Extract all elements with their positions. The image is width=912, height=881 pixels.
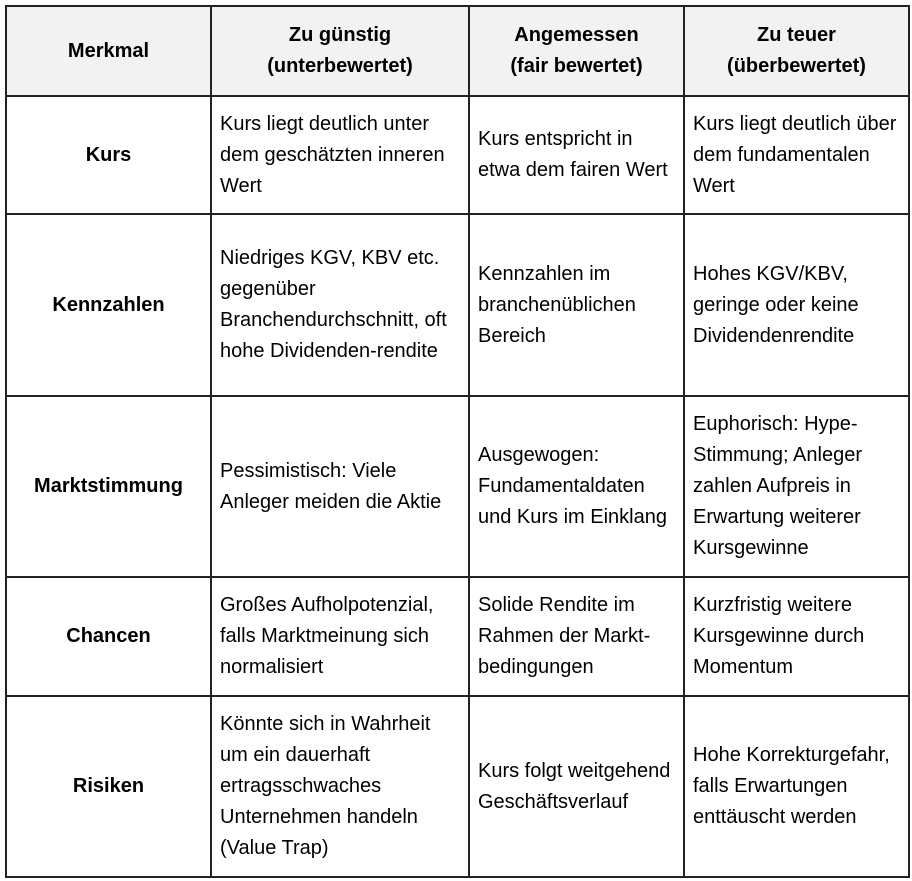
header-overvalued: Zu teuer (überbewertet) (684, 6, 909, 96)
row-label: Marktstimmung (6, 396, 211, 577)
cell-undervalued: Großes Aufholpotenzial, falls Marktmeinung sich normalisiert (211, 577, 469, 696)
row-label: Chancen (6, 577, 211, 696)
table-row-chancen (6, 577, 909, 696)
row-label: Kurs (6, 96, 211, 214)
header-fair: Angemessen (fair bewertet) (469, 6, 684, 96)
header-row (6, 6, 909, 96)
row-label: Risiken (6, 696, 211, 877)
cell-overvalued: Hohe Korrekturgefahr, falls Erwartungen enttäuscht werden (684, 696, 909, 877)
cell-undervalued: Niedriges KGV, KBV etc. gegenüber Branchendurchschnitt, oft hohe Dividenden-rendite (211, 214, 469, 396)
cell-fair: Solide Rendite im Rahmen der Markt-bedingungen (469, 577, 684, 696)
cell-fair: Kurs folgt weitgehend Geschäftsverlauf (469, 696, 684, 877)
cell-overvalued: Kurzfristig weitere Kursgewinne durch Momentum (684, 577, 909, 696)
cell-undervalued: Könnte sich in Wahrheit um ein dauerhaft ertragsschwaches Unternehmen handeln (Value Trap) (211, 696, 469, 877)
cell-fair: Kennzahlen im branchenüblichen Bereich (469, 214, 684, 396)
cell-overvalued: Hohes KGV/KBV, geringe oder keine Dividendenrendite (684, 214, 909, 396)
table-row-kennzahlen (6, 214, 909, 396)
cell-fair: Ausgewogen: Fundamentaldaten und Kurs im Einklang (469, 396, 684, 577)
cell-undervalued: Pessimistisch: Viele Anleger meiden die Aktie (211, 396, 469, 577)
cell-fair: Kurs entspricht in etwa dem fairen Wert (469, 96, 684, 214)
header-undervalued: Zu günstig (unterbewertet) (211, 6, 469, 96)
cell-overvalued: Kurs liegt deutlich über dem fundamentalen Wert (684, 96, 909, 214)
table-row-marktstimmung (6, 396, 909, 577)
row-label: Kennzahlen (6, 214, 211, 396)
table-row-kurs (6, 96, 909, 214)
cell-undervalued: Kurs liegt deutlich unter dem geschätzten inneren Wert (211, 96, 469, 214)
table-row-risiken (6, 696, 909, 877)
cell-overvalued: Euphorisch: Hype-Stimmung; Anleger zahlen Aufpreis in Erwartung weiterer Kursgewinne (684, 396, 909, 577)
valuation-comparison-table (5, 5, 910, 878)
header-merkmal: Merkmal (6, 6, 211, 96)
